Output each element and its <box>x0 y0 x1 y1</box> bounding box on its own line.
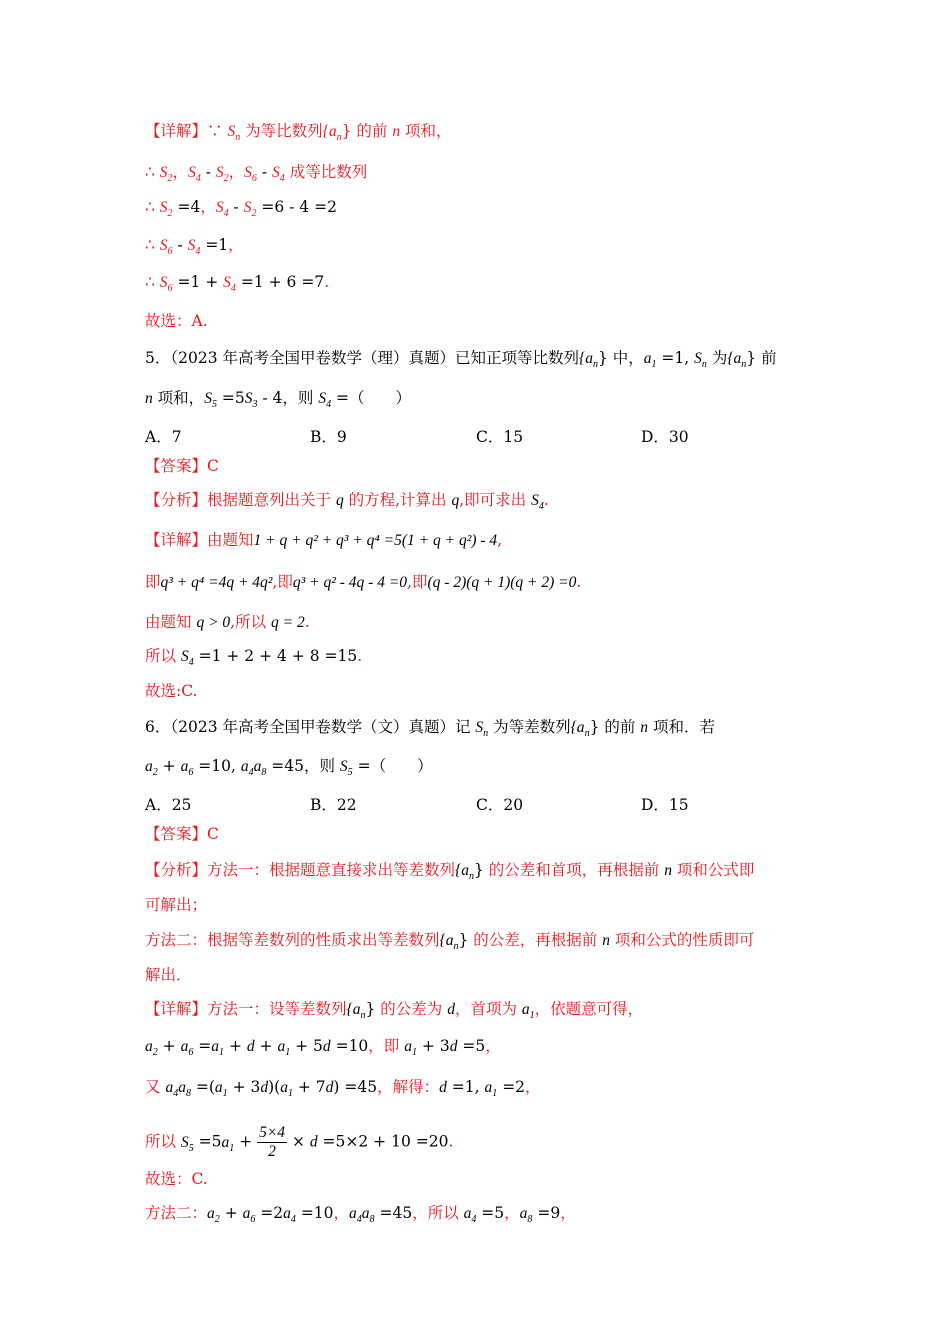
math-expression: $a_4$ <box>283 1205 296 1226</box>
subscript: 4 <box>223 208 229 220</box>
section-label: 【详解】 <box>145 122 208 140</box>
math-expression: d <box>439 1079 447 1096</box>
math-expression: $S_2$ <box>159 164 173 185</box>
math-expression: d <box>449 1038 458 1055</box>
math-expression: $a_8$ <box>178 1079 191 1100</box>
math-expression: $a_4$ <box>463 1205 477 1226</box>
section-label: 【分析】 <box>145 491 208 509</box>
subscript: 4 <box>290 1214 296 1226</box>
text-run: 解出． <box>145 966 192 984</box>
text-line <box>145 1077 541 1104</box>
subscript: 1 <box>651 359 657 371</box>
subscript: n <box>453 941 459 953</box>
math-expression: $a_1$ <box>277 1038 291 1059</box>
text-run: 的公差，再根据前 <box>468 931 603 949</box>
text-run: 故选：C. <box>145 1170 208 1188</box>
text-line <box>145 824 219 844</box>
text-run: ,即 <box>407 573 428 591</box>
text-run: 方法一：设等差数列 <box>207 1000 347 1018</box>
text-run: =10, <box>193 757 241 775</box>
text-run: 成等比数列 <box>284 163 368 181</box>
subscript: 2 <box>223 173 229 185</box>
math-expression: $a_1$ <box>221 1133 235 1154</box>
subscript: 4 <box>195 173 201 185</box>
math-expression: {$a_n$ <box>322 123 342 144</box>
math-expression: $S_n$ <box>227 123 241 144</box>
math-expression: $a_1$ <box>643 350 657 371</box>
text-run: 为 <box>706 349 728 367</box>
math-expression: {$a_n$ <box>579 350 598 371</box>
text-run: 所以 <box>145 1132 181 1151</box>
math-expression: $S_2$ <box>215 164 229 185</box>
text-run: =（ ） <box>352 757 433 775</box>
math-expression: $S_4$ <box>272 164 285 185</box>
text-run: 的方程,计算出 <box>343 491 452 509</box>
math-expression: q³ + q² - 4q - 4 =0 <box>292 574 408 591</box>
text-run: =5 <box>193 1132 222 1151</box>
text-run: ,即 <box>272 573 293 591</box>
math-expression: $a_6$ <box>180 1038 194 1059</box>
math-expression: d <box>447 1001 455 1018</box>
text-run: - <box>256 163 273 181</box>
math-expression: $a_1$ <box>404 1038 417 1059</box>
subscript: 6 <box>167 283 173 295</box>
text-run: 的公差和首项，再根据前 <box>483 861 665 879</box>
text-run: + <box>224 1037 247 1055</box>
text-line <box>145 930 754 957</box>
subscript: 3 <box>252 399 258 411</box>
text-run: } <box>458 931 469 949</box>
fraction <box>257 1124 287 1161</box>
text-line <box>145 121 452 148</box>
subscript: 1 <box>287 1088 293 1100</box>
text-run: . <box>543 491 549 509</box>
math-expression: d <box>246 1038 255 1055</box>
text-line <box>145 1124 453 1161</box>
text-run: } 的前 <box>589 718 641 736</box>
text-run: ， <box>560 1204 576 1222</box>
text-run: 方法二：根据等差数列的性质求出等差数列 <box>145 931 440 949</box>
subscript: n <box>741 359 747 371</box>
math-expression: $a_6$ <box>242 1205 256 1226</box>
math-expression: q > 0 <box>196 614 231 631</box>
text-run: =2 <box>255 1204 284 1222</box>
text-run: =（ ） <box>331 389 412 407</box>
answer-option: C．20 <box>476 796 524 814</box>
text-run: =5 <box>457 1037 486 1055</box>
subscript: 4 <box>188 657 194 669</box>
text-run: + 7 <box>292 1078 326 1096</box>
text-run: ，首项为 <box>454 1000 522 1018</box>
text-run: =10 <box>330 1037 369 1055</box>
text-run: + <box>254 1037 278 1055</box>
subscript: 6 <box>188 1047 194 1059</box>
text-run: . <box>357 647 363 665</box>
text-run: + <box>219 1204 243 1222</box>
math-expression: $S_3$ <box>244 390 258 411</box>
math-expression: $S_4$ <box>531 492 544 513</box>
text-run: =( <box>190 1078 215 1096</box>
text-run: + <box>157 1037 181 1055</box>
math-expression: $a_4$ <box>165 1079 179 1100</box>
text-run: =45 <box>374 1204 413 1222</box>
fraction-denominator: 2 <box>268 1143 276 1160</box>
text-run: ， <box>200 198 216 216</box>
subscript: 6 <box>250 1214 256 1226</box>
text-run: ∴ <box>145 273 160 291</box>
subscript: 8 <box>261 767 267 779</box>
text-run: ，即 <box>368 1037 405 1055</box>
text-line <box>145 197 337 224</box>
math-expression: $S_5$ <box>180 1133 194 1154</box>
text-line <box>145 456 219 476</box>
text-run: ， <box>228 236 244 254</box>
answer-option: B．22 <box>310 796 357 814</box>
text-run: 5．（2023 年高考全国甲卷数学（理）真题）已知正项等比数列 <box>145 349 579 367</box>
text-run: C <box>207 457 219 475</box>
subscript: 5 <box>188 1142 194 1154</box>
math-expression: $a_8$ <box>253 758 267 779</box>
subscript: 6 <box>167 246 173 258</box>
math-expression: d <box>325 1079 334 1096</box>
text-run: + 3 <box>416 1037 450 1055</box>
subscript: 2 <box>167 208 173 220</box>
text-run: . <box>448 1132 454 1151</box>
answer-option: A．25 <box>145 796 192 814</box>
math-expression: n <box>664 862 672 879</box>
section-label: 【分析】 <box>145 861 208 879</box>
subscript: 4 <box>173 1088 179 1100</box>
math-expression: n <box>145 390 153 407</box>
math-expression: $a_1$ <box>214 1079 228 1100</box>
text-run: 根据题意列出关于 <box>207 491 336 509</box>
answer-option: C．15 <box>476 428 524 446</box>
text-run: 可解出； <box>145 896 208 914</box>
text-run: } 中， <box>597 349 644 367</box>
text-run: 故选:C. <box>145 682 198 700</box>
math-expression: $S_2$ <box>243 199 257 220</box>
subscript: n <box>592 359 598 371</box>
text-run: 项和公式的性质即可 <box>609 931 755 949</box>
subscript: 8 <box>369 1214 375 1226</box>
text-run: 方法一：根据题意直接求出等差数列 <box>207 861 456 879</box>
text-run: 由题知 <box>145 613 197 631</box>
subscript: 2 <box>214 1214 220 1226</box>
math-expression: $a_4$ <box>240 758 254 779</box>
text-line <box>145 646 362 673</box>
text-run: =1, <box>656 349 695 367</box>
text-run: ， <box>485 1037 501 1055</box>
math-expression: {$a_n$ <box>346 1001 366 1022</box>
text-line <box>145 612 310 633</box>
text-run: ，所以 <box>412 1204 464 1222</box>
text-run: } <box>365 1000 376 1018</box>
text-run: 6．（2023 年高考全国甲卷数学（文）真题）记 <box>145 718 476 736</box>
subscript: 8 <box>185 1088 191 1100</box>
section-label: 【答案】 <box>145 457 208 475</box>
text-run: } <box>341 122 352 140</box>
math-expression: n <box>640 719 649 736</box>
section-label: 【详解】 <box>145 531 208 549</box>
text-line <box>145 490 549 517</box>
text-run: + 3 <box>227 1078 261 1096</box>
fraction-numerator: 5×4 <box>259 1124 286 1141</box>
math-expression: $a_1$ <box>211 1038 225 1059</box>
text-run: 所以 <box>145 647 181 665</box>
text-run: ，解得： <box>377 1078 440 1096</box>
math-expression: $S_4$ <box>188 164 201 185</box>
text-line <box>145 1169 208 1189</box>
text-run: 方法二： <box>145 1204 208 1222</box>
text-run: =5×2 + 10 =20 <box>317 1132 449 1151</box>
subscript: 4 <box>279 173 285 185</box>
math-expression: $a_1$ <box>521 1001 535 1022</box>
answer-option: A．7 <box>145 428 182 446</box>
subscript: 1 <box>219 1047 225 1059</box>
text-run: ， <box>333 1204 350 1222</box>
text-line <box>145 162 367 189</box>
text-run: =10 <box>295 1204 334 1222</box>
text-run: )( <box>268 1078 281 1096</box>
text-run: ∵ <box>207 122 228 140</box>
text-run: 由题知 <box>207 531 254 549</box>
answer-option: D．30 <box>641 428 689 446</box>
math-expression: q <box>335 492 344 509</box>
math-expression: {$a_n$ <box>439 932 459 953</box>
text-run: - <box>172 236 188 254</box>
math-expression: $S_6$ <box>244 164 257 185</box>
subscript: 5 <box>211 399 217 411</box>
text-run: ,即可求出 <box>459 491 532 509</box>
subscript: n <box>483 728 489 740</box>
text-run: C <box>207 825 219 843</box>
text-line <box>145 999 643 1026</box>
text-run: } 前 <box>746 349 777 367</box>
subscript: 1 <box>229 1142 235 1154</box>
math-expression: $S_4$ <box>215 199 229 220</box>
text-run: =1 + 2 + 4 + 8 =15 <box>193 647 358 665</box>
math-expression: $S_6$ <box>159 274 173 295</box>
subscript: 6 <box>251 173 257 185</box>
text-line <box>145 388 411 415</box>
math-expression: n <box>602 932 610 949</box>
math-expression: $a_2$ <box>207 1205 220 1226</box>
text-run: 的公差为 <box>375 1000 448 1018</box>
subscript: 1 <box>222 1088 228 1100</box>
math-expression: $S_4$ <box>180 648 194 669</box>
subscript: 4 <box>326 399 332 411</box>
math-expression: $a_4$ <box>349 1205 362 1226</box>
math-expression: $S_2$ <box>159 199 173 220</box>
subscript: 4 <box>356 1214 362 1226</box>
subscript: 8 <box>527 1214 533 1226</box>
math-expression: (q - 2)(q + 1)(q + 2) =0 <box>427 574 577 591</box>
text-run: =1, <box>446 1078 485 1096</box>
subscript: n <box>468 871 474 883</box>
math-expression: $S_5$ <box>204 390 217 411</box>
math-expression: {$a_n$ <box>727 350 747 371</box>
math-expression: $a_1$ <box>280 1079 293 1100</box>
text-run: =5 <box>216 389 245 407</box>
text-run: 项和， <box>400 122 452 140</box>
text-line <box>145 272 329 299</box>
subscript: n <box>235 132 241 144</box>
math-expression: $S_6$ <box>159 237 173 258</box>
math-expression: $a_1$ <box>484 1079 498 1100</box>
text-run: ∴ <box>145 198 160 216</box>
subscript: 6 <box>188 767 194 779</box>
subscript: 2 <box>167 173 173 185</box>
text-run: 项和．若 <box>648 718 715 736</box>
subscript: n <box>360 1010 366 1022</box>
text-line <box>145 530 502 551</box>
text-run: 又 <box>145 1078 166 1096</box>
text-line <box>145 1036 501 1063</box>
subscript: 2 <box>152 767 158 779</box>
math-expression: $a_6$ <box>180 758 194 779</box>
math-expression: $a_2$ <box>145 1038 158 1059</box>
text-line <box>145 1203 576 1230</box>
subscript: 2 <box>251 208 257 220</box>
text-run: + 5 <box>290 1037 323 1055</box>
text-line <box>145 895 207 915</box>
text-run: 故选：A. <box>145 312 208 330</box>
subscript: 4 <box>538 501 544 513</box>
text-line <box>145 235 244 262</box>
text-run: ，依题意可得， <box>534 1000 644 1018</box>
math-expression: $a_8$ <box>519 1205 533 1226</box>
text-run: =1 <box>200 236 229 254</box>
subscript: 4 <box>195 246 201 258</box>
text-run: =5 <box>476 1204 505 1222</box>
subscript: n <box>584 728 590 740</box>
subscript: 4 <box>248 767 254 779</box>
text-run: ， <box>172 163 189 181</box>
math-expression: d <box>309 1133 318 1151</box>
text-run: 的前 <box>351 122 393 140</box>
text-run: =2 <box>497 1078 526 1096</box>
text-run: . <box>576 573 582 591</box>
text-run: ) =45 <box>333 1078 378 1096</box>
subscript: 2 <box>152 1047 158 1059</box>
text-run: =45，则 <box>266 757 340 775</box>
subscript: 1 <box>492 1088 498 1100</box>
math-expression: $S_4$ <box>318 390 332 411</box>
text-run: ， <box>228 163 245 181</box>
section-label: 【答案】 <box>145 825 208 843</box>
math-expression: q <box>451 492 460 509</box>
text-run: =9 <box>532 1204 561 1222</box>
text-run: - <box>228 198 244 216</box>
math-expression: {$a_n$ <box>455 862 474 883</box>
text-run: = <box>193 1037 212 1055</box>
math-expression: n <box>392 123 401 140</box>
text-line <box>145 860 754 887</box>
text-line <box>145 717 715 744</box>
text-run: =1 + 6 =7 <box>235 273 325 291</box>
math-expression: $S_n$ <box>694 350 707 371</box>
subscript: 1 <box>411 1047 417 1059</box>
text-run: 为等差数列 <box>488 718 571 736</box>
math-expression: 1 + q + q² + q³ + q⁴ =5(1 + q + q²) - 4 <box>253 532 498 549</box>
math-expression: $a_8$ <box>361 1205 375 1226</box>
subscript: 1 <box>285 1047 291 1059</box>
text-line <box>145 965 192 985</box>
text-run: } <box>473 861 484 879</box>
subscript: 4 <box>471 1214 477 1226</box>
math-expression: {$a_n$ <box>570 719 590 740</box>
text-line <box>145 311 208 331</box>
text-run: - <box>200 163 216 181</box>
text-run: + <box>157 757 181 775</box>
text-run: ∴ <box>145 236 160 254</box>
text-run: . <box>324 273 330 291</box>
text-run: =4 <box>172 198 201 216</box>
text-line <box>145 572 581 593</box>
text-line <box>145 348 777 375</box>
text-run: ∴ <box>145 163 160 181</box>
subscript: 1 <box>529 1010 535 1022</box>
text-line <box>145 756 433 783</box>
subscript: 5 <box>347 767 353 779</box>
text-run: =1 + <box>172 273 224 291</box>
math-expression: $S_5$ <box>339 758 353 779</box>
math-expression: q³ + q⁴ =4q + 4q² <box>160 574 273 591</box>
math-expression: d <box>322 1038 331 1055</box>
text-run: , <box>497 531 503 549</box>
text-run: + <box>234 1132 258 1151</box>
math-expression: d <box>260 1079 269 1096</box>
math-expression: $S_4$ <box>187 237 201 258</box>
text-run: 为等比数列 <box>240 122 323 140</box>
section-label: 【详解】 <box>145 1000 208 1018</box>
math-expression: $a_2$ <box>145 758 158 779</box>
subscript: n <box>336 132 342 144</box>
text-run: 项和公式即 <box>671 861 755 879</box>
math-expression: q = 2 <box>271 614 305 631</box>
text-run: 即 <box>145 573 161 591</box>
text-run: =6 - 4 =2 <box>256 198 337 216</box>
text-line <box>145 681 197 701</box>
math-expression: $S_4$ <box>223 274 236 295</box>
answer-option: D．15 <box>641 796 689 814</box>
answer-option: B．9 <box>310 428 347 446</box>
text-run: ， <box>525 1078 541 1096</box>
text-run: . <box>304 613 310 631</box>
text-run: 项和， <box>152 389 205 407</box>
text-run: ,所以 <box>230 613 272 631</box>
subscript: 4 <box>230 283 236 295</box>
text-run: ， <box>504 1204 520 1222</box>
text-run: - 4，则 <box>257 389 319 407</box>
text-run: × <box>287 1132 310 1151</box>
subscript: n <box>701 359 707 371</box>
math-expression: $S_n$ <box>475 719 489 740</box>
